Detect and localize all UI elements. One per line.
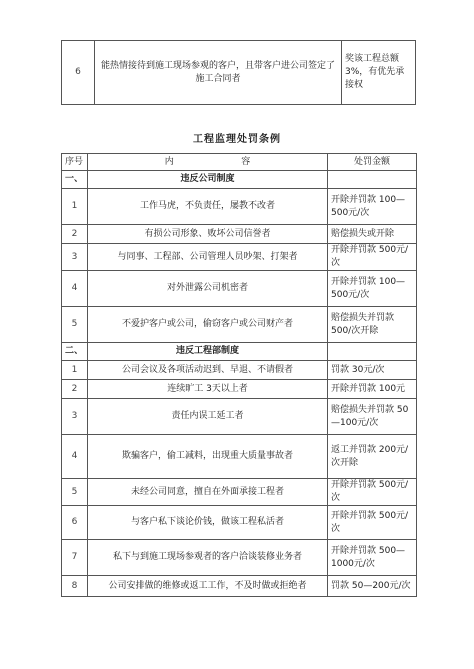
table-row — [62, 41, 416, 105]
table-row — [62, 307, 417, 343]
row-number: 2 — [62, 380, 88, 399]
row-content: 不爱护客户或公司，偷窃客户或公司财产者 — [88, 307, 328, 343]
row-number: 6 — [62, 41, 95, 105]
row-number: 4 — [62, 435, 88, 479]
row-content: 与客户私下谈论价钱，做该工程私活者 — [88, 506, 328, 540]
row-number: 3 — [62, 399, 88, 435]
row-content: 有损公司形象、败坏公司信誉者 — [88, 225, 328, 244]
row-content: 责任内误工延工者 — [88, 399, 328, 435]
row-number: 8 — [62, 576, 88, 597]
row-content: 与同事、工程部、公司管理人员吵架、打架者 — [88, 244, 328, 271]
empty-cell — [328, 171, 417, 189]
section-marker: 一、 — [62, 171, 88, 189]
table-row — [62, 399, 417, 435]
row-amount: 开除并罚款 500—1000元/次 — [328, 540, 417, 576]
row-number: 7 — [62, 540, 88, 576]
row-content: 连续旷工 3天以上者 — [88, 380, 328, 399]
row-amount: 返工并罚款 200元/次开除 — [328, 435, 417, 479]
row-amount: 赔偿损失或开除 — [328, 225, 417, 244]
table-row — [62, 435, 417, 479]
row-amount: 赔偿损失并罚款 500/次开除 — [328, 307, 417, 343]
table-row — [62, 225, 417, 244]
header-number: 序号 — [62, 154, 88, 171]
row-amount: 开除并罚款 100元 — [328, 380, 417, 399]
table-row — [62, 361, 417, 380]
row-number: 2 — [62, 225, 88, 244]
row-number: 1 — [62, 361, 88, 380]
row-amount: 罚款 50—200元/次 — [328, 576, 417, 597]
row-amount: 罚款 30元/次 — [328, 361, 417, 380]
row-content: 对外泄露公司机密者 — [88, 271, 328, 307]
section-row — [62, 171, 417, 189]
table-row — [62, 189, 417, 225]
row-content: 公司会议及各项活动迟到、早退、不请假者 — [88, 361, 328, 380]
reward-table — [61, 40, 416, 105]
empty-cell — [328, 343, 417, 361]
row-content: 公司安排做的维修或返工工作，不及时做或拒绝者 — [88, 576, 328, 597]
row-number: 3 — [62, 244, 88, 271]
table-row — [62, 506, 417, 540]
table-row — [62, 479, 417, 506]
table-header-row — [62, 154, 417, 171]
penalty-table — [61, 153, 417, 597]
header-content-right: 容 — [241, 156, 251, 167]
table-row — [62, 271, 417, 307]
row-amount: 开除并罚款 500元/次 — [328, 479, 417, 506]
section-marker: 二、 — [62, 343, 88, 361]
row-content: 工作马虎，不负责任，屡教不改者 — [88, 189, 328, 225]
header-content — [88, 154, 328, 171]
row-amount: 开除并罚款 100—500元/次 — [328, 271, 417, 307]
header-content-left: 内 — [164, 156, 174, 167]
section-row — [62, 343, 417, 361]
row-number: 5 — [62, 307, 88, 343]
row-amount: 赔偿损失并罚款 50—100元/次 — [328, 399, 417, 435]
row-content: 私下与到施工现场参观者的客户洽谈装修业务者 — [88, 540, 328, 576]
header-amount: 处罚金额 — [328, 154, 417, 171]
row-number: 4 — [62, 271, 88, 307]
row-content: 能热情接待到施工现场参观的客户，且带客户进公司签定了施工合同者 — [95, 41, 342, 105]
table-row — [62, 244, 417, 271]
section-title: 违反工程部制度 — [88, 343, 328, 361]
document-title: 工程监理处罚条例 — [193, 134, 281, 145]
row-number: 5 — [62, 479, 88, 506]
row-amount: 开除并罚款 100—500元/次 — [328, 189, 417, 225]
row-amount: 开除并罚款 500元/次 — [328, 506, 417, 540]
table-row — [62, 380, 417, 399]
row-number: 6 — [62, 506, 88, 540]
table-row — [62, 576, 417, 597]
table-row — [62, 540, 417, 576]
row-reward: 奖该工程总额3%，有优先承接权 — [342, 41, 416, 105]
row-content: 欺骗客户，偷工减料，出现重大质量事故者 — [88, 435, 328, 479]
row-number: 1 — [62, 189, 88, 225]
row-content: 未经公司同意，擅自在外面承接工程者 — [88, 479, 328, 506]
row-amount: 开除并罚款 500元/次 — [328, 244, 417, 271]
section-title: 违反公司制度 — [88, 171, 328, 189]
